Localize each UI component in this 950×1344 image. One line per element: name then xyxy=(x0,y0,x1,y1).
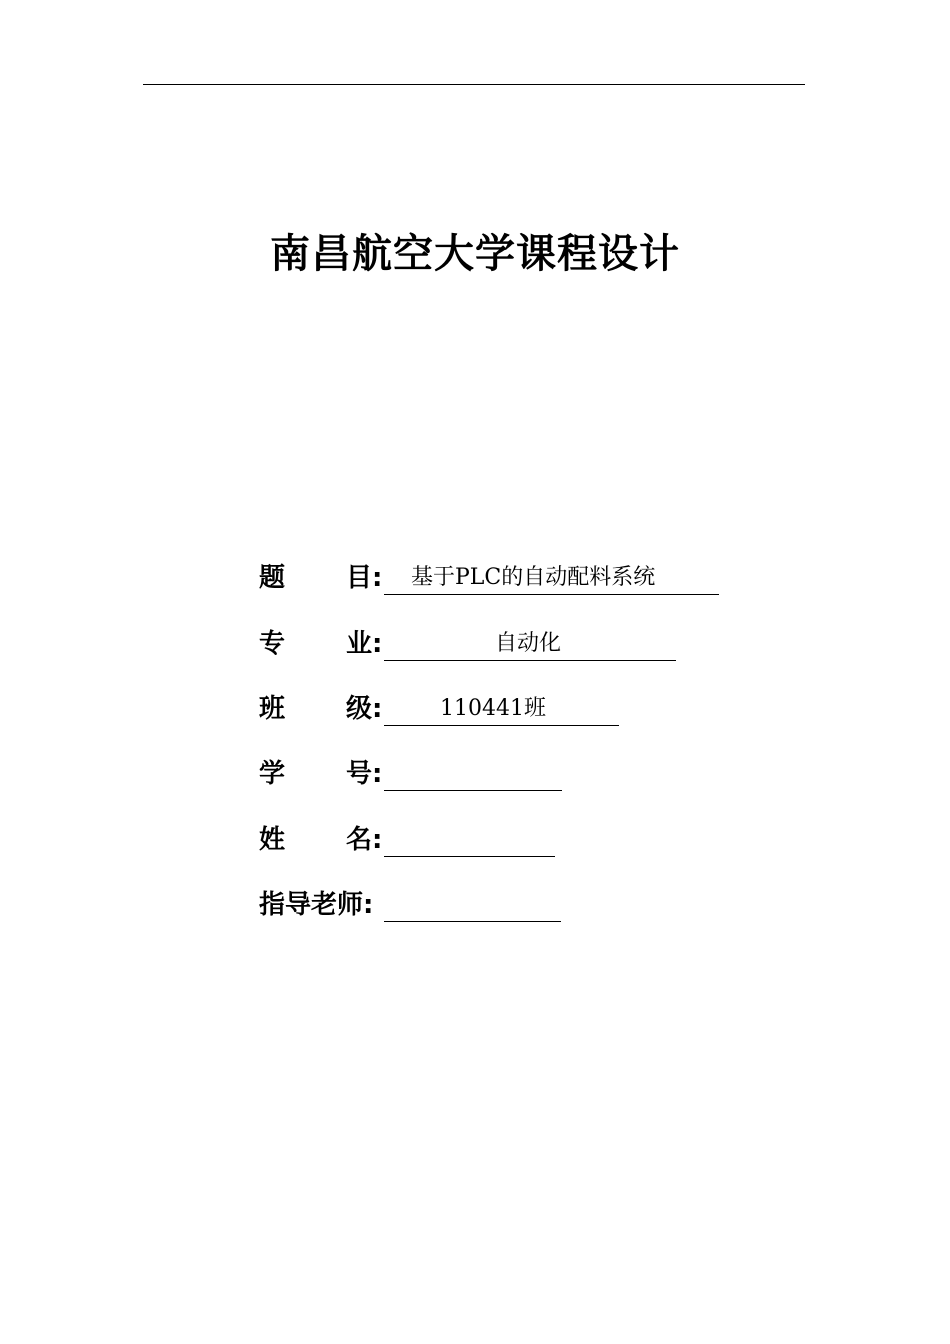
major-value: 自动化 xyxy=(495,631,562,656)
class-label-part1: 班 xyxy=(259,694,286,724)
name-label-part2: 名: xyxy=(346,825,383,855)
major-label-part2: 业: xyxy=(346,629,383,659)
class-label-part2: 级: xyxy=(346,694,383,724)
advisor-label: 指导老师: xyxy=(259,890,374,920)
topic-label-part1: 题 xyxy=(259,563,286,593)
student-id-label-part2: 号: xyxy=(346,759,383,789)
header-rule xyxy=(143,84,805,85)
name-underline xyxy=(384,822,555,857)
topic-value: 基于PLC的自动配料系统 xyxy=(411,565,656,590)
major-label-part1: 专 xyxy=(259,629,286,659)
advisor-underline xyxy=(384,887,561,922)
document-title: 南昌航空大学课程设计 xyxy=(270,230,680,277)
topic-label-part2: 目: xyxy=(346,563,383,593)
student-id-underline xyxy=(384,756,562,791)
student-id-label-part1: 学 xyxy=(259,759,286,789)
class-value: 110441班 xyxy=(440,696,546,721)
name-label-part1: 姓 xyxy=(259,825,286,855)
